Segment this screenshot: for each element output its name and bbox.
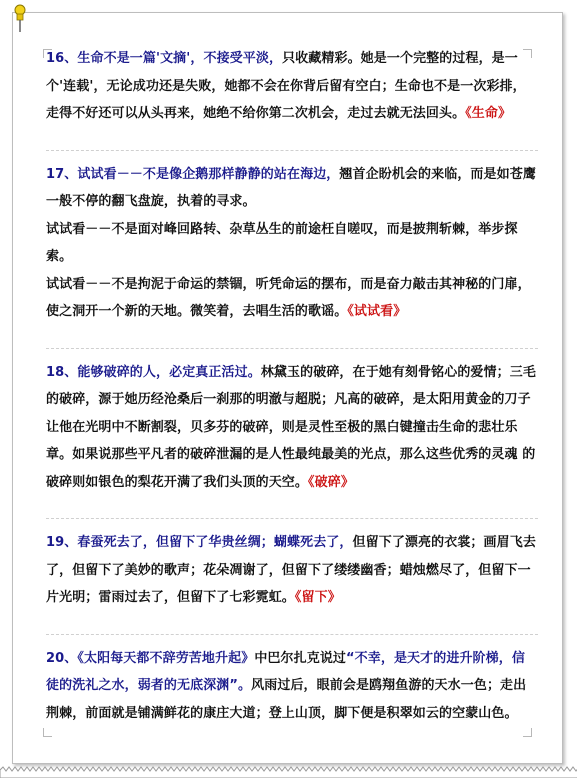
divider: [46, 128, 538, 151]
divider: [46, 612, 538, 635]
paragraph-16: [46, 45, 538, 128]
paragraph-text: 林黛玉的破碎，在于她有刻骨铭心的爱情；三毛的破碎，源于她历经沧桑后一刹那的明澈与超脱；凡高的破碎，是太阳用黄金的刀子 让他在光明中不断割裂，贝多芬的破碎，则是灵性至极的黑白键撞击生命的悲壮乐章。如果说那些平凡者的破碎泄漏的是人性最纯最美的光点，那么这些优秀的灵魂 的破碎则如银色的梨花开满了我们头顶的天空。: [46, 364, 536, 490]
paragraph-17: [46, 161, 538, 216]
crop-mark-bottom-right: [523, 728, 532, 737]
paragraph-17-line-2: [46, 216, 538, 271]
paragraph-number: 16、: [46, 51, 78, 66]
paragraph-highlight: 春蚕死去了，但留下了华贵丝绸；蝴蝶死去了，: [77, 535, 353, 550]
divider: [46, 326, 538, 349]
paragraph-text: 中巴尔扎克说过: [254, 650, 347, 666]
paragraph-text: 试试看－－不是拘泥于命运的禁锢，听凭命运的摆布，而是奋力敲击其神秘的门扉，使之洞开一个新的天地。微笑着，去唱生活的歌谣。: [46, 276, 531, 319]
paragraph-source: 《试试看》: [347, 304, 407, 319]
paragraph-highlight: 《太阳每天都不辞劳苦地升起》: [77, 650, 255, 666]
paragraph-number: 18、: [46, 364, 78, 380]
paragraph-quote: “不幸，是天才的进升阶梯，信徒的洗礼之水，弱者的无底深渊”。: [46, 650, 525, 693]
paragraph-18: [46, 359, 538, 497]
paragraph-source: 《生命》: [465, 106, 512, 121]
paragraph-highlight: 生命不是一篇'文摘'，不接受平淡，: [77, 51, 283, 66]
pushpin-icon: [12, 4, 28, 34]
paragraph-17-line-3: [46, 271, 538, 326]
paragraph-number: 17、: [46, 166, 78, 182]
paragraph-source: 《破碎》: [308, 474, 354, 490]
paragraph-19: [46, 529, 538, 612]
paragraph-number: 19、: [46, 535, 78, 550]
paragraph-highlight: 能够破碎的人，必定真正活过。: [77, 364, 261, 380]
paragraph-text: 试试看－－不是面对峰回路转、杂草丛生的前途枉自嗟叹，而是披荆斩棘，举步探索。: [46, 221, 518, 264]
paragraph-source: 《留下》: [294, 590, 341, 605]
paragraph-20: [46, 645, 538, 728]
paragraph-number: 20、: [46, 650, 78, 666]
divider: [46, 496, 538, 519]
paragraph-text: 翘首企盼机会的来临，而是如苍鹰一般不停的翻飞盘旋，执着的寻求。: [46, 166, 536, 209]
crop-mark-bottom-left: [43, 728, 52, 737]
paragraph-text: 只收藏精彩。她是一个完整的过程，是一个'连载'，无论成功还是失败，她都不会在你背后留有空白；生命也不是一次彩排，走得不好还可以从头再来，她绝不给你第二次机会，走过去就无法回头。: [46, 51, 526, 121]
document-body: [46, 45, 538, 727]
torn-paper-edge: [0, 764, 577, 778]
paragraph-text: 风雨过后，眼前会是鸥翔鱼游的天水一色；走出荆棘，前面就是铺满鲜花的康庄大道；登上山顶，脚下便是积翠如云的空蒙山色。: [46, 678, 527, 721]
paragraph-text: 但留下了漂亮的衣裳；画眉飞去了，但留下了美妙的歌声；花朵凋谢了，但留下了缕缕幽香；蜡烛燃尽了，但留下一片光明；雷雨过去了，但留下了七彩霓虹。: [46, 535, 536, 605]
paragraph-highlight: 试试看－－不是像企鹅那样静静的站在海边，: [77, 166, 340, 182]
